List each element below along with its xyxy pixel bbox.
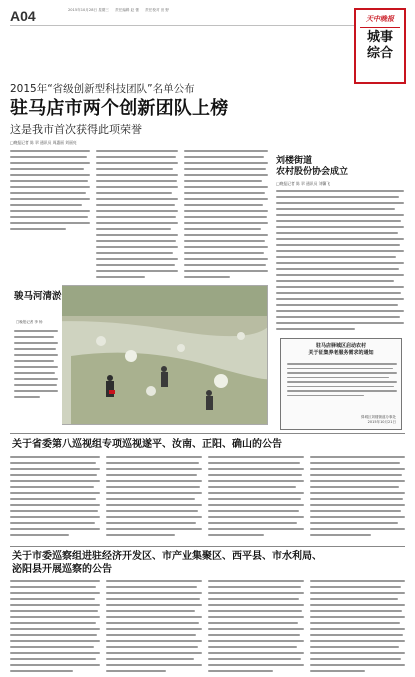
section-three-col-2 [106, 580, 202, 676]
side-story-title [276, 156, 348, 178]
lead-body-col-3 [184, 150, 268, 282]
section-three-col-1 [10, 580, 100, 676]
lead-subhead: 这是我市首次获得此项荣誉 [10, 123, 142, 136]
lead-byline: □晚报记者 陈 翠 通讯员 周惠丽 刘丽亮 [10, 140, 77, 145]
section-masthead [354, 8, 406, 84]
section-two-title: 关于省委第八巡视组专项巡视遂平、汝南、正阳、确山的公告 [12, 439, 282, 450]
lead-body-col-1 [10, 150, 90, 234]
section-three-col-4 [310, 580, 405, 676]
section-three-title-line-2: 泌阳县开展巡察的公告 [12, 564, 112, 575]
notice-signer: 驿城区刘楼街道办事处 [361, 415, 396, 419]
section-divider-1 [10, 433, 405, 434]
side-title-line-1: 刘楼街道 [276, 156, 313, 166]
page-header-bar [10, 4, 405, 26]
masthead-section-1: 城事 [366, 30, 393, 45]
section-three-title-line-1: 关于市委巡察组进驻经济开发区、市产业集聚区、西平县、市水利局、 [12, 551, 322, 562]
lead-headline: 驻马店市两个创新团队上榜 [10, 98, 229, 119]
issue-info [68, 8, 174, 13]
section-divider-2 [10, 546, 405, 547]
notice-heading [281, 343, 401, 357]
notice-heading-line-1: 驻马店驿城区启动农村 [315, 343, 366, 349]
lead-kicker: 2015年“省级创新型科技团队”名单公布 [10, 83, 195, 95]
section-two-col-3 [208, 456, 304, 540]
section-three-col-3 [208, 580, 304, 676]
notice-heading-line-2: 关于征集养老服务需求的通知 [308, 350, 374, 356]
section-two-col-1 [10, 456, 100, 540]
side-body [276, 190, 404, 334]
notice-body [287, 363, 397, 399]
section-two-col-2 [106, 456, 202, 540]
side-byline: □晚报记者 陈 翠 通讯员 刘馨飞 [276, 181, 330, 186]
photo-title: 骏马河清淤 [14, 291, 62, 302]
section-three-title [12, 550, 322, 576]
photo-caption-text [14, 330, 58, 402]
masthead-divider [360, 27, 400, 28]
section-two-col-4 [310, 456, 405, 540]
notice-date: 2015年10月21日 [367, 420, 396, 424]
issue-proofreader: 责任校对 田 野 [145, 8, 170, 12]
issue-editor: 责任编辑 赵 蕾 [115, 8, 140, 12]
issue-date: 2015年10月28日 星期三 [68, 8, 109, 12]
side-title-line-2: 农村股份协会成立 [276, 167, 349, 177]
lead-body-col-2 [96, 150, 178, 282]
masthead-brand: 天中晚报 [366, 15, 394, 23]
notice-signature [361, 415, 396, 425]
photo-byline: □晚报记者 李 杨 [16, 320, 43, 324]
masthead-section-2: 综合 [366, 46, 393, 61]
notice-box [280, 338, 402, 430]
page-number: A04 [10, 8, 36, 24]
